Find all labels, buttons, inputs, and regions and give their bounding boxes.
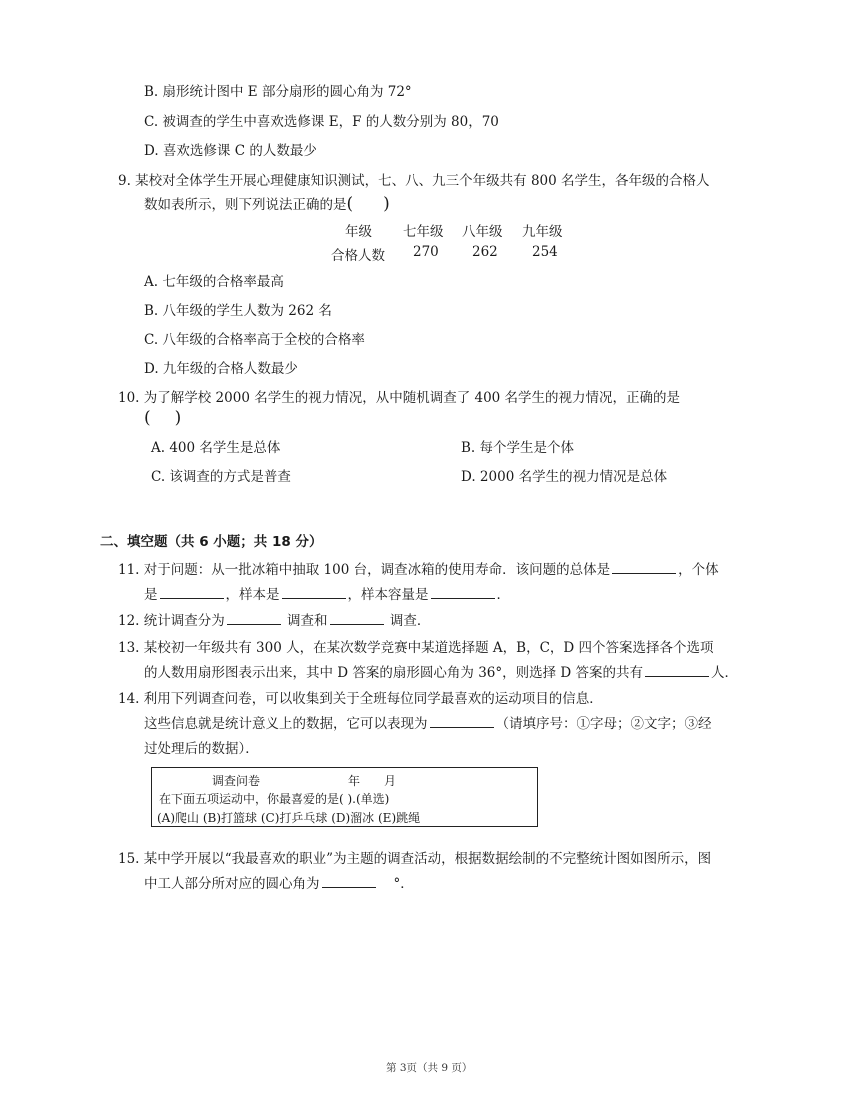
survey-month-label: 月 (384, 774, 397, 788)
q10-stem-line1: 10. 为了解学校 2000 名学生的视力情况，从中随机调查了 400 名学生的视力情况，正确的是 (118, 390, 681, 406)
q9-option-b: B. 八年级的学生人数为 262 名 (144, 303, 332, 319)
page-footer: 第 3页（共 9 页） (386, 1062, 473, 1074)
q12-text-b: 调查和 (282, 613, 328, 629)
survey-prompt: 在下面五项运动中，你最喜爱的是( ).(单选) (159, 792, 390, 806)
q11-blank-individual[interactable] (160, 586, 224, 599)
q10-stem-line2 (144, 408, 181, 428)
q11-line2 (144, 583, 510, 603)
q11-line1 (118, 558, 719, 578)
q10-paren-close: ) (174, 408, 182, 428)
q8-option-b: B. 扇形统计图中 E 部分扇形的圆心角为 72° (144, 84, 412, 100)
q12-blank-1[interactable] (227, 612, 281, 625)
q14-text-2b: （请填序号：①字母；②文字；③经 (495, 716, 712, 732)
q9-table-value-9: 254 (532, 244, 558, 260)
q11-text-2c: ，样本容量是 (347, 587, 429, 603)
q9-table-header-8: 八年级 (462, 224, 503, 240)
q11-text-2a: 是 (144, 587, 158, 603)
q10-option-d: D. 2000 名学生的视力情况是总体 (461, 469, 668, 485)
q10-paren-open: ( (144, 408, 151, 428)
q15-line1: 15. 某中学开展以“我最喜欢的职业”为主题的调查活动，根据数据绘制的不完整统计图如图所示，图 (118, 851, 712, 867)
q9-paren-close: ) (383, 194, 390, 214)
q13-line1: 13. 某校初一年级共有 300 人，在某次数学竞赛中某道选择题 A，B，C，D 四个答案选择各个选项 (118, 640, 714, 656)
q9-table-row-label: 合格人数 (331, 248, 385, 264)
q9-stem-line1: 9. 某校对全体学生开展心理健康知识测试，七、八、九三个年级共有 800 名学生，各年级的合格人 (118, 173, 710, 189)
q11-blank-sample[interactable] (282, 586, 346, 599)
q9-option-c: C. 八年级的合格率高于全校的合格率 (144, 332, 365, 348)
q11-text-1b: ，个体 (678, 562, 719, 578)
q9-table-value-7: 270 (413, 244, 439, 260)
q9-table-header-grade: 年级 (345, 224, 372, 240)
q8-option-d: D. 喜欢选修课 C 的人数最少 (144, 143, 317, 159)
q11-text-2d: ． (496, 587, 510, 603)
q12-text-c: 调查． (385, 613, 431, 629)
q9-table-value-8: 262 (472, 244, 498, 260)
q11-blank-population[interactable] (612, 561, 676, 574)
q12-line (118, 609, 430, 629)
q11-text-1a: 11. 对于问题：从一批冰箱中抽取 100 台，调查冰箱的使用寿命．该问题的总体是 (118, 562, 611, 578)
q14-blank-form[interactable] (430, 715, 494, 728)
q9-paren-open: ( (346, 194, 354, 214)
q10-option-a: A. 400 名学生是总体 (151, 440, 281, 456)
q10-option-c: C. 该调查的方式是普查 (151, 469, 291, 485)
q9-stem-line2 (144, 193, 390, 214)
survey-year-label: 年 (348, 774, 361, 788)
q12-blank-2[interactable] (330, 612, 384, 625)
q9-stem-text: 数如表所示，则下列说法正确的是 (144, 197, 347, 213)
q13-line2 (144, 661, 738, 681)
q9-option-d: D. 九年级的合格人数最少 (144, 361, 298, 377)
q9-table-header-7: 七年级 (403, 224, 444, 240)
q11-text-2b: ，样本是 (225, 587, 280, 603)
q13-text-2a: 的人数用扇形图表示出来，其中 D 答案的扇形圆心角为 36°，则选择 D 答案的共有 (144, 665, 644, 681)
survey-title: 调查问卷 (212, 774, 261, 788)
survey-questionnaire-box (151, 767, 538, 827)
q9-option-a: A. 七年级的合格率最高 (144, 274, 284, 290)
q14-line1: 14. 利用下列调查问卷，可以收集到关于全班每位同学最喜欢的运动项目的信息． (118, 691, 603, 707)
survey-choices: (A)爬山 (B)打篮球 (C)打乒乓球 (D)溜冰 (E)跳绳 (157, 811, 421, 825)
q9-table-header-9: 九年级 (522, 224, 563, 240)
q15-text-2b: °． (393, 876, 414, 892)
q14-text-2a: 这些信息就是统计意义上的数据，它可以表现为 (144, 716, 428, 732)
q13-text-2b: 人． (711, 665, 739, 681)
section-title-fill-in: 二、填空题（共 6 小题；共 18 分） (100, 534, 323, 550)
q15-blank-angle[interactable] (322, 875, 376, 888)
q8-option-c: C. 被调查的学生中喜欢选修课 E，F 的人数分别为 80，70 (144, 114, 499, 130)
q12-text-a: 12. 统计调查分为 (118, 613, 225, 629)
q10-option-b: B. 每个学生是个体 (461, 440, 575, 456)
q15-text-2a: 中工人部分所对应的圆心角为 (144, 876, 320, 892)
q14-line2 (144, 712, 712, 732)
q15-line2 (144, 872, 414, 892)
q14-line3: 过处理后的数据）． (144, 741, 259, 757)
q11-blank-sample-size[interactable] (431, 586, 495, 599)
q13-blank-count[interactable] (645, 664, 709, 677)
